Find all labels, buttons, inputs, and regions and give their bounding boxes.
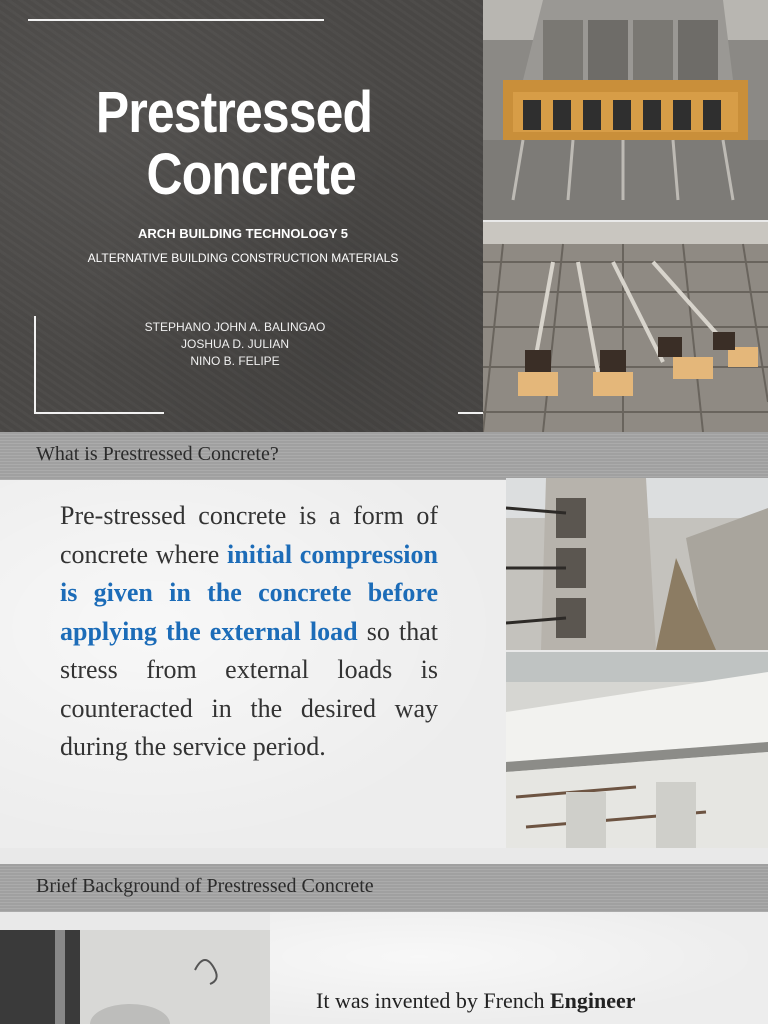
photo-tendon-layout	[483, 222, 768, 432]
photo-precast-beams	[506, 652, 768, 848]
title-line-2: Concrete	[146, 142, 356, 207]
title-line-1: Prestressed	[95, 80, 373, 145]
title-slide	[0, 0, 768, 432]
course-code: ARCH BUILDING TECHNOLOGY 5	[138, 226, 348, 241]
course-name: ALTERNATIVE BUILDING CONSTRUCTION MATERIALS	[87, 251, 399, 265]
background-text	[316, 983, 736, 1019]
section-heading-bar	[0, 432, 768, 480]
definition-text-end: so that stress from external loads is counteracted in the desired way during the service period.	[60, 616, 438, 761]
section-heading: What is Prestressed Concrete?	[36, 443, 279, 465]
bottom-deco-line	[34, 412, 164, 414]
photo-precast-girder	[506, 478, 768, 650]
section-heading-bar	[0, 864, 768, 912]
top-deco-line	[28, 19, 324, 21]
section-heading: Brief Background of Prestressed Concrete	[36, 875, 374, 897]
author-name: JOSHUA D. JULIAN	[180, 337, 290, 351]
photo-prestress-bed	[483, 0, 768, 220]
definition-text	[60, 497, 438, 767]
photo-inventor-portrait	[0, 930, 270, 1024]
background-text-bold: Engineer	[550, 988, 636, 1013]
definition-highlight: initial compression is given in the concrete before applying the external load	[60, 539, 438, 646]
bottom-right-deco-line	[458, 412, 483, 414]
definition-text-start: Pre-stressed concrete is a form of concrete where	[60, 501, 438, 569]
background-text-start: It was invented by French	[316, 988, 550, 1013]
author-list	[0, 319, 470, 370]
author-name: STEPHANO JOHN A. BALINGAO	[144, 320, 326, 334]
page-title	[33, 82, 435, 206]
author-name: NINO B. FELIPE	[190, 354, 280, 368]
